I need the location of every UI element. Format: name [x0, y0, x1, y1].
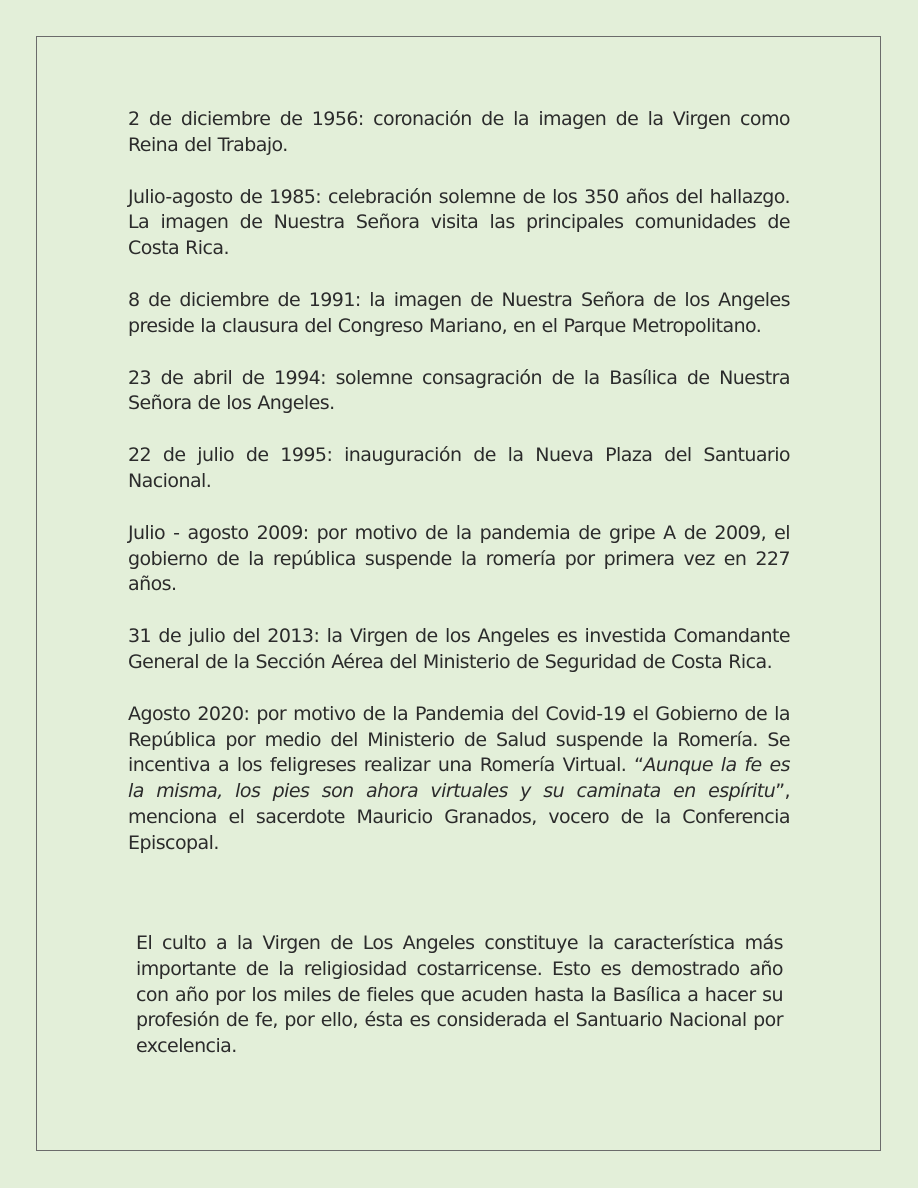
- timeline-entry-2009: Julio - agosto 2009: por motivo de la pandemia de gripe A de 2009, el gobierno de la república suspende la romería por primera vez en 227 años.: [128, 521, 790, 596]
- timeline-entry-1956: 2 de diciembre de 1956: coronación de la imagen de la Virgen como Reina del Trabajo.: [128, 108, 790, 156]
- timeline-entry-2020: [128, 702, 790, 857]
- entry-2020-text: Agosto 2020: por motivo de la Pandemia del Covid-19 el Gobierno de la República por medio del Ministerio de Salud suspende la Romería. Se incentiva a los feligreses realizar una Romería Virtual. “: [128, 702, 790, 777]
- timeline-entry-1985: Julio-agosto de 1985: celebración solemne de los 350 años del hallazgo. La imagen de Nuestra Señora visita las principales comunidades de Costa Rica.: [128, 185, 790, 260]
- timeline-entry-1995: 22 de julio de 1995: inauguración de la Nueva Plaza del Santuario Nacional.: [128, 444, 790, 492]
- entry-2020-attribution: ”, menciona el sacerdote Mauricio Granados, vocero de la Conferencia Episcopal.: [128, 780, 790, 854]
- entry-2020-quote: Aunque la fe es la misma, los pies son ahora virtuales y su caminata en espíritu: [128, 754, 790, 803]
- timeline-entry-1991: 8 de diciembre de 1991: la imagen de Nuestra Señora de los Angeles preside la clausura del Congreso Mariano, en el Parque Metropolitano.: [128, 288, 790, 337]
- timeline-entry-2013: 31 de julio del 2013: la Virgen de los Angeles es investida Comandante General de la Sección Aérea del Ministerio de Seguridad de Costa Rica.: [128, 625, 790, 673]
- closing-paragraph: El culto a la Virgen de Los Angeles constituye la característica más importante de la religiosidad costarricense. Esto es demostrado año con año por los miles de fieles que acuden hasta la Basílica a hacer su profesión de fe, por ello, ésta es considerada el Santuario Nacional por excelencia.: [136, 932, 783, 1058]
- timeline-list: [128, 107, 790, 883]
- timeline-entry-1994: 23 de abril de 1994: solemne consagración de la Basílica de Nuestra Señora de los Angeles.: [128, 366, 790, 415]
